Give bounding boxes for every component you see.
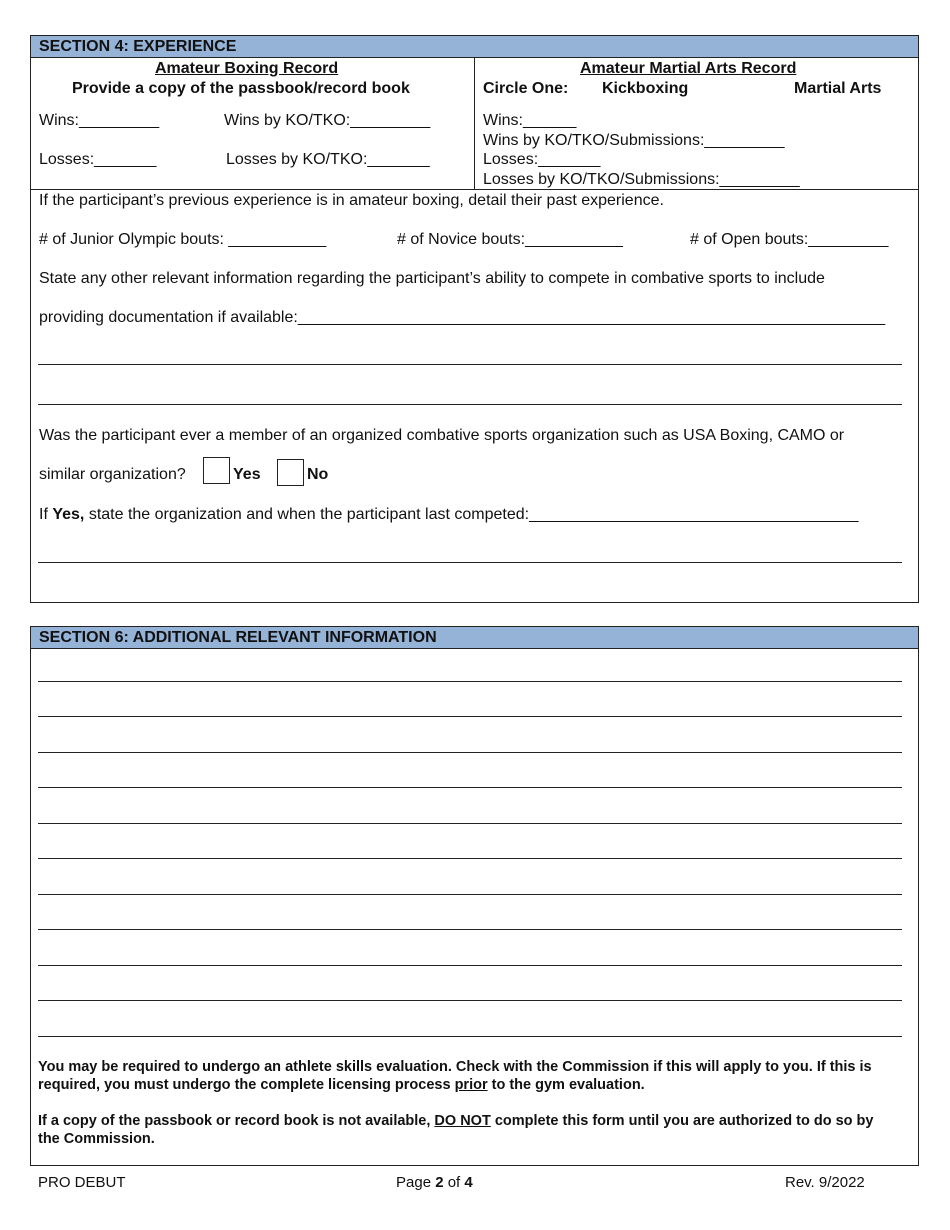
membership-question: Was the participant ever a member of an organized combative sports organization such as USA Boxing, CAMO or [39, 427, 845, 444]
yes-label: Yes [233, 466, 261, 483]
page-of: of [443, 1174, 465, 1191]
answer-line[interactable] [38, 681, 902, 682]
page-total: 4 [464, 1174, 473, 1191]
footer-form-name: PRO DEBUT [38, 1174, 126, 1191]
evaluation-note-text-end: to the gym evaluation. [487, 1077, 645, 1093]
footer-page-number [396, 1173, 473, 1193]
martial-arts-option[interactable]: Martial Arts [794, 80, 882, 97]
if-prefix: If [39, 506, 53, 523]
boxing-wins-field[interactable]: Wins:_________ [39, 112, 160, 129]
passbook-note [38, 1112, 898, 1148]
martial-wins-field[interactable]: Wins:______ [483, 112, 577, 129]
circle-one-label: Circle One: [483, 80, 569, 97]
boxing-losses-ko-field[interactable]: Losses by KO/TKO:_______ [226, 151, 430, 168]
answer-line[interactable] [38, 1036, 902, 1037]
answer-line[interactable] [38, 562, 902, 563]
martial-losses-field[interactable]: Losses:_______ [483, 151, 601, 168]
do-not-emphasis: DO NOT [434, 1113, 491, 1129]
section-4-header: SECTION 4: EXPERIENCE [31, 36, 918, 58]
yes-checkbox[interactable] [203, 457, 230, 484]
evaluation-note [38, 1058, 898, 1094]
martial-losses-ko-field[interactable]: Losses by KO/TKO/Submissions:_________ [483, 171, 800, 188]
answer-line[interactable] [38, 858, 902, 859]
documentation-field[interactable]: providing documentation if available:__________________________________________________________________ [39, 309, 886, 326]
boxing-record-subheading: Provide a copy of the passbook/record book [72, 80, 410, 97]
page-current: 2 [435, 1174, 444, 1191]
answer-line[interactable] [38, 1000, 902, 1001]
boxing-record-heading: Amateur Boxing Record [155, 60, 339, 77]
answer-line[interactable] [38, 787, 902, 788]
boxing-wins-ko-field[interactable]: Wins by KO/TKO:_________ [224, 112, 431, 129]
passbook-note-text-end: complete this form until you are authorized to do so by the Commission. [38, 1113, 874, 1147]
page-prefix: Page [396, 1174, 436, 1191]
organization-field[interactable] [39, 505, 858, 525]
passbook-note-text: If a copy of the passbook or record book is not available, [38, 1113, 435, 1129]
boxing-losses-field[interactable]: Losses:_______ [39, 151, 157, 168]
section-4-divider-vertical [474, 58, 475, 189]
answer-line[interactable] [38, 965, 902, 966]
no-checkbox[interactable] [277, 459, 304, 486]
martial-arts-record-heading: Amateur Martial Arts Record [580, 60, 797, 77]
martial-wins-ko-field[interactable]: Wins by KO/TKO/Submissions:_________ [483, 132, 785, 149]
evaluation-note-text: You may be required to undergo an athlete skills evaluation. Check with the Commission if this will apply to you. If this is required, you must undergo the complete licensing process [38, 1059, 872, 1093]
prior-emphasis: prior [454, 1077, 488, 1093]
answer-line[interactable] [38, 823, 902, 824]
answer-line[interactable] [38, 716, 902, 717]
answer-line[interactable] [38, 364, 902, 365]
answer-line[interactable] [38, 894, 902, 895]
answer-line[interactable] [38, 929, 902, 930]
junior-olympic-bouts-field[interactable]: # of Junior Olympic bouts: ___________ [39, 231, 327, 248]
kickboxing-option[interactable]: Kickboxing [602, 80, 689, 97]
section-6-header: SECTION 6: ADDITIONAL RELEVANT INFORMATION [31, 627, 918, 649]
footer-revision: Rev. 9/2022 [785, 1174, 865, 1191]
novice-bouts-field[interactable]: # of Novice bouts:___________ [397, 231, 623, 248]
organization-prompt: state the organization and when the participant last competed:_____________________________________ [84, 506, 859, 523]
no-label: No [307, 466, 329, 483]
membership-question-cont: similar organization? [39, 466, 186, 483]
answer-line[interactable] [38, 752, 902, 753]
experience-detail-prompt: If the participant’s previous experience is in amateur boxing, detail their past experience. [39, 192, 664, 209]
answer-line[interactable] [38, 404, 902, 405]
if-yes-emphasis: Yes, [52, 506, 85, 523]
other-info-prompt: State any other relevant information regarding the participant’s ability to compete in combative sports to include [39, 270, 825, 287]
open-bouts-field[interactable]: # of Open bouts:_________ [690, 231, 889, 248]
